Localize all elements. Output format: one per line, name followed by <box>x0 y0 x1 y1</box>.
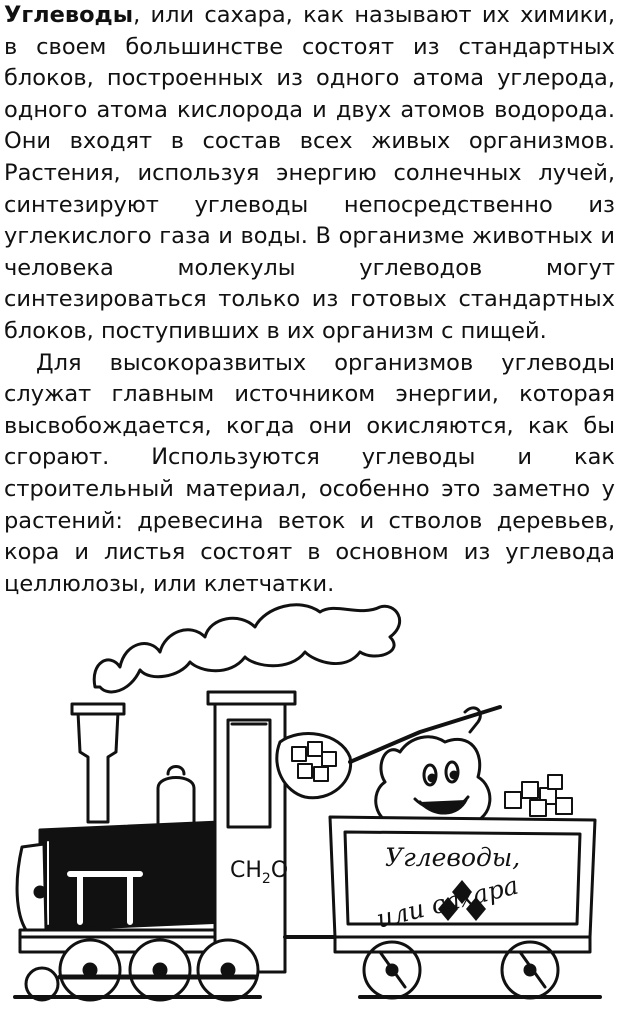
locomotive-illustration <box>0 592 621 1018</box>
chimney <box>78 712 118 822</box>
paragraph-2: Для высокоразвитых организмов углеводы служат главным источником энергии, которая высвобождается, когда они окисляются, как бы сгорают. Используются углеводы и как строительный материал, особенно это заметно у растений: древесина веток и стволов деревьев, кора и листья состоят в основном из углевода целлюлозы, или клетчатки. <box>4 349 615 597</box>
cab-formula: $CH_2O$ <box>230 858 289 887</box>
term-carbohydrates: Углеводы <box>4 2 134 28</box>
frame <box>20 930 235 952</box>
wagon-label-line-2: или сахара <box>373 870 522 934</box>
paragraph-1 <box>4 0 615 348</box>
smoke-cloud <box>94 605 399 692</box>
body-text <box>4 0 615 600</box>
paragraph-1-text: , или сахара, как называют их химики, в своем большинстве состоят из стандартных блоков, построенных из одного атома углерода, одного атома кислорода и двух атомов водорода. Они входят в состав всех живых организмов. Растения, используя энергию солнечных лучей, синтезируют углеводы непосредственно из углекислого газа и воды. В организме животных и человека молекулы углеводов могут синтезироваться только из готовых стандартных блоков, поступивших в их организм с пищей. <box>4 2 615 344</box>
wagon-label-line-1: Углеводы, <box>385 843 521 872</box>
steam-dome <box>158 778 194 825</box>
cab <box>215 704 285 972</box>
wagon-sugar-cubes <box>505 775 572 816</box>
